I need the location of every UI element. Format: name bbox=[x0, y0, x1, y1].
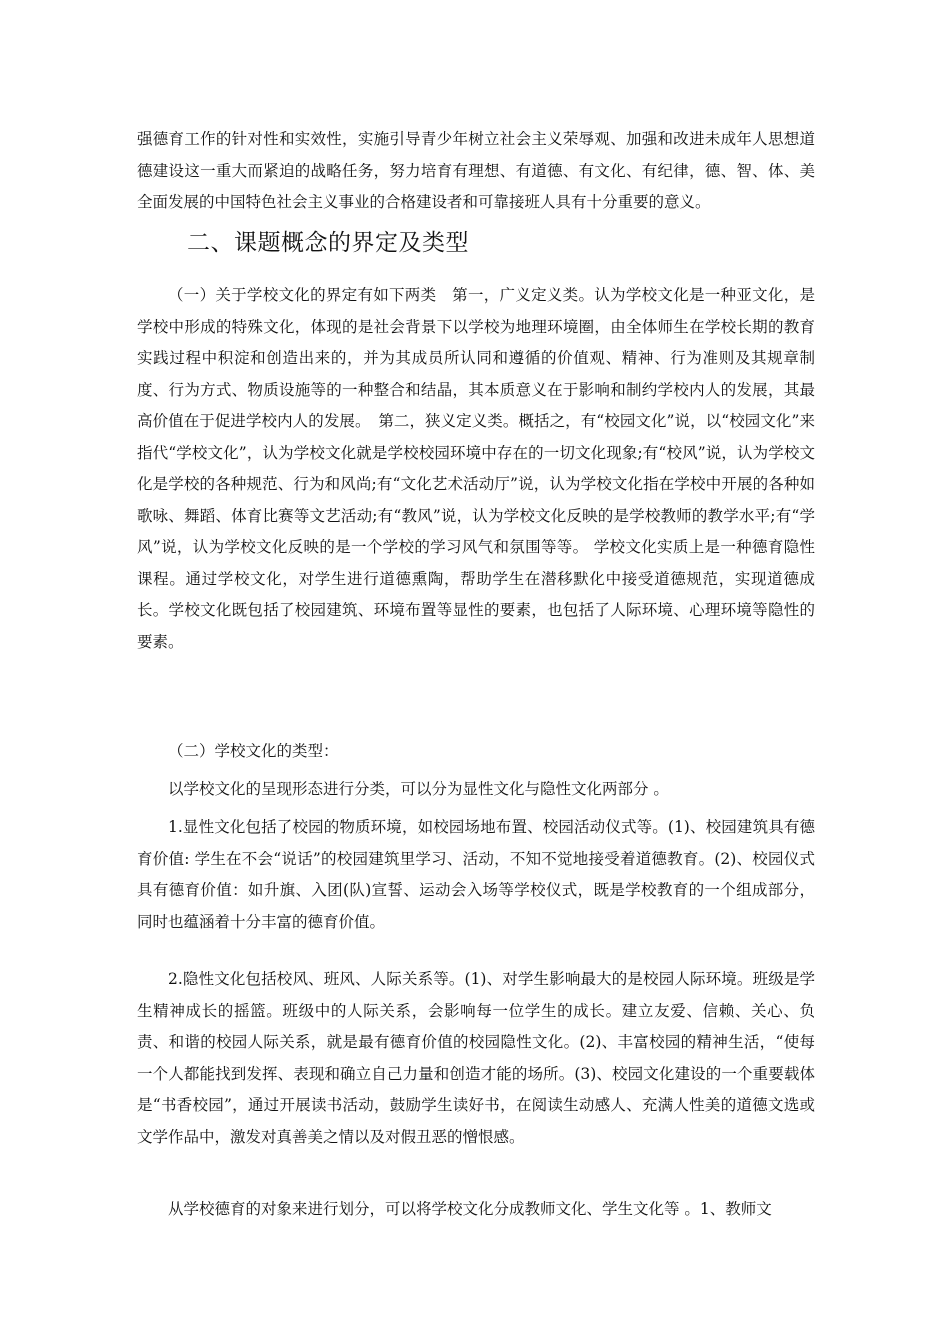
object-block bbox=[137, 1194, 815, 1226]
types-heading: （二）学校文化的类型： bbox=[168, 742, 339, 760]
explicit-culture-paragraph: 1.显性文化包括了校园的物质环境，如校园场地布置、校园活动仪式等。(1)、校园建筑具有德育价值: 学生在不会“说话”的校园建筑里学习、活动，不知不觉地接受着道德教育。(2)、校园仪式具有德育价值：如升旗、入团(队)宣誓、运动会入场等学校仪式，既是学校教育的一个组成部分，同时也蕴涵着十分丰富的德育价值。 bbox=[137, 818, 815, 931]
types-block bbox=[137, 736, 815, 768]
definition-block bbox=[137, 280, 815, 658]
types-intro-paragraph: 以学校文化的呈现形态进行分类，可以分为显性文化与隐性文化两部分 。 bbox=[168, 780, 669, 798]
section-heading: 二、课题概念的界定及类型 bbox=[187, 230, 469, 256]
intro-block bbox=[137, 124, 815, 219]
implicit-culture-paragraph: 2.隐性文化包括校风、班风、人际关系等。(1)、对学生影响最大的是校园人际环境。班级是学生精神成长的摇篮。班级中的人际关系，会影响每一位学生的成长。建立友爱、信赖、关心、负责、和谐的校园人际关系，就是最有德育价值的校园隐性文化。(2)、丰富校园的精神生活，“使每一个人都能找到发挥、表现和确立自己力量和创造才能的场所。(3)、校园文化建设的一个重要载体是“书香校园”，通过开展读书活动，鼓励学生读好书，在阅读生动感人、充满人性美的道德文选或文学作品中，激发对真善美之情以及对假丑恶的憎恨感。 bbox=[137, 970, 815, 1146]
types-intro-block bbox=[137, 774, 815, 806]
definition-paragraph: （一）关于学校文化的界定有如下两类 第一，广义定义类。认为学校文化是一种亚文化，是学校中形成的特殊文化，体现的是社会背景下以学校为地理环境圈，由全体师生在学校长期的教育实践过程中积淀和创造出来的，并为其成员所认同和遵循的价值观、精神、行为准则及其规章制度、行为方式、物质设施等的一种整合和结晶，其本质意义在于影响和制约学校内人的发展，其最高价值在于促进学校内人的发展。 第二，狭义定义类。概括之，有“校园文化”说，以“校园文化”来指代“学校文化”，认为学校文化就是学校校园环境中存在的一切文化现象;有“校风”说，认为学校文化是学校的各种规范、行为和风尚;有“文化艺术活动厅”说，认为学校文化指在学校中开展的各种如歌咏、舞蹈、体育比赛等文艺活动;有“教风”说，认为学校文化反映的是学校教师的教学水平;有“学风”说，认为学校文化反映的是一个学校的学习风气和氛围等等。 学校文化实质上是一种德育隐性课程。通过学校文化，对学生进行道德熏陶，帮助学生在潜移默化中接受道德规范，实现道德成长。学校文化既包括了校园建筑、环境布置等显性的要素，也包括了人际环境、心理环境等隐性的要素。 bbox=[137, 286, 815, 651]
explicit-block bbox=[137, 812, 815, 938]
intro-paragraph: 强德育工作的针对性和实效性，实施引导青少年树立社会主义荣辱观、加强和改进未成年人思想道德建设这一重大而紧迫的战略任务，努力培育有理想、有道德、有文化、有纪律，德、智、体、美全面发展的中国特色社会主义事业的合格建设者和可靠接班人具有十分重要的意义。 bbox=[137, 130, 815, 211]
object-paragraph: 从学校德育的对象来进行划分，可以将学校文化分成教师文化、学生文化等 。1、教师文 bbox=[168, 1200, 772, 1218]
implicit-block bbox=[137, 964, 815, 1153]
